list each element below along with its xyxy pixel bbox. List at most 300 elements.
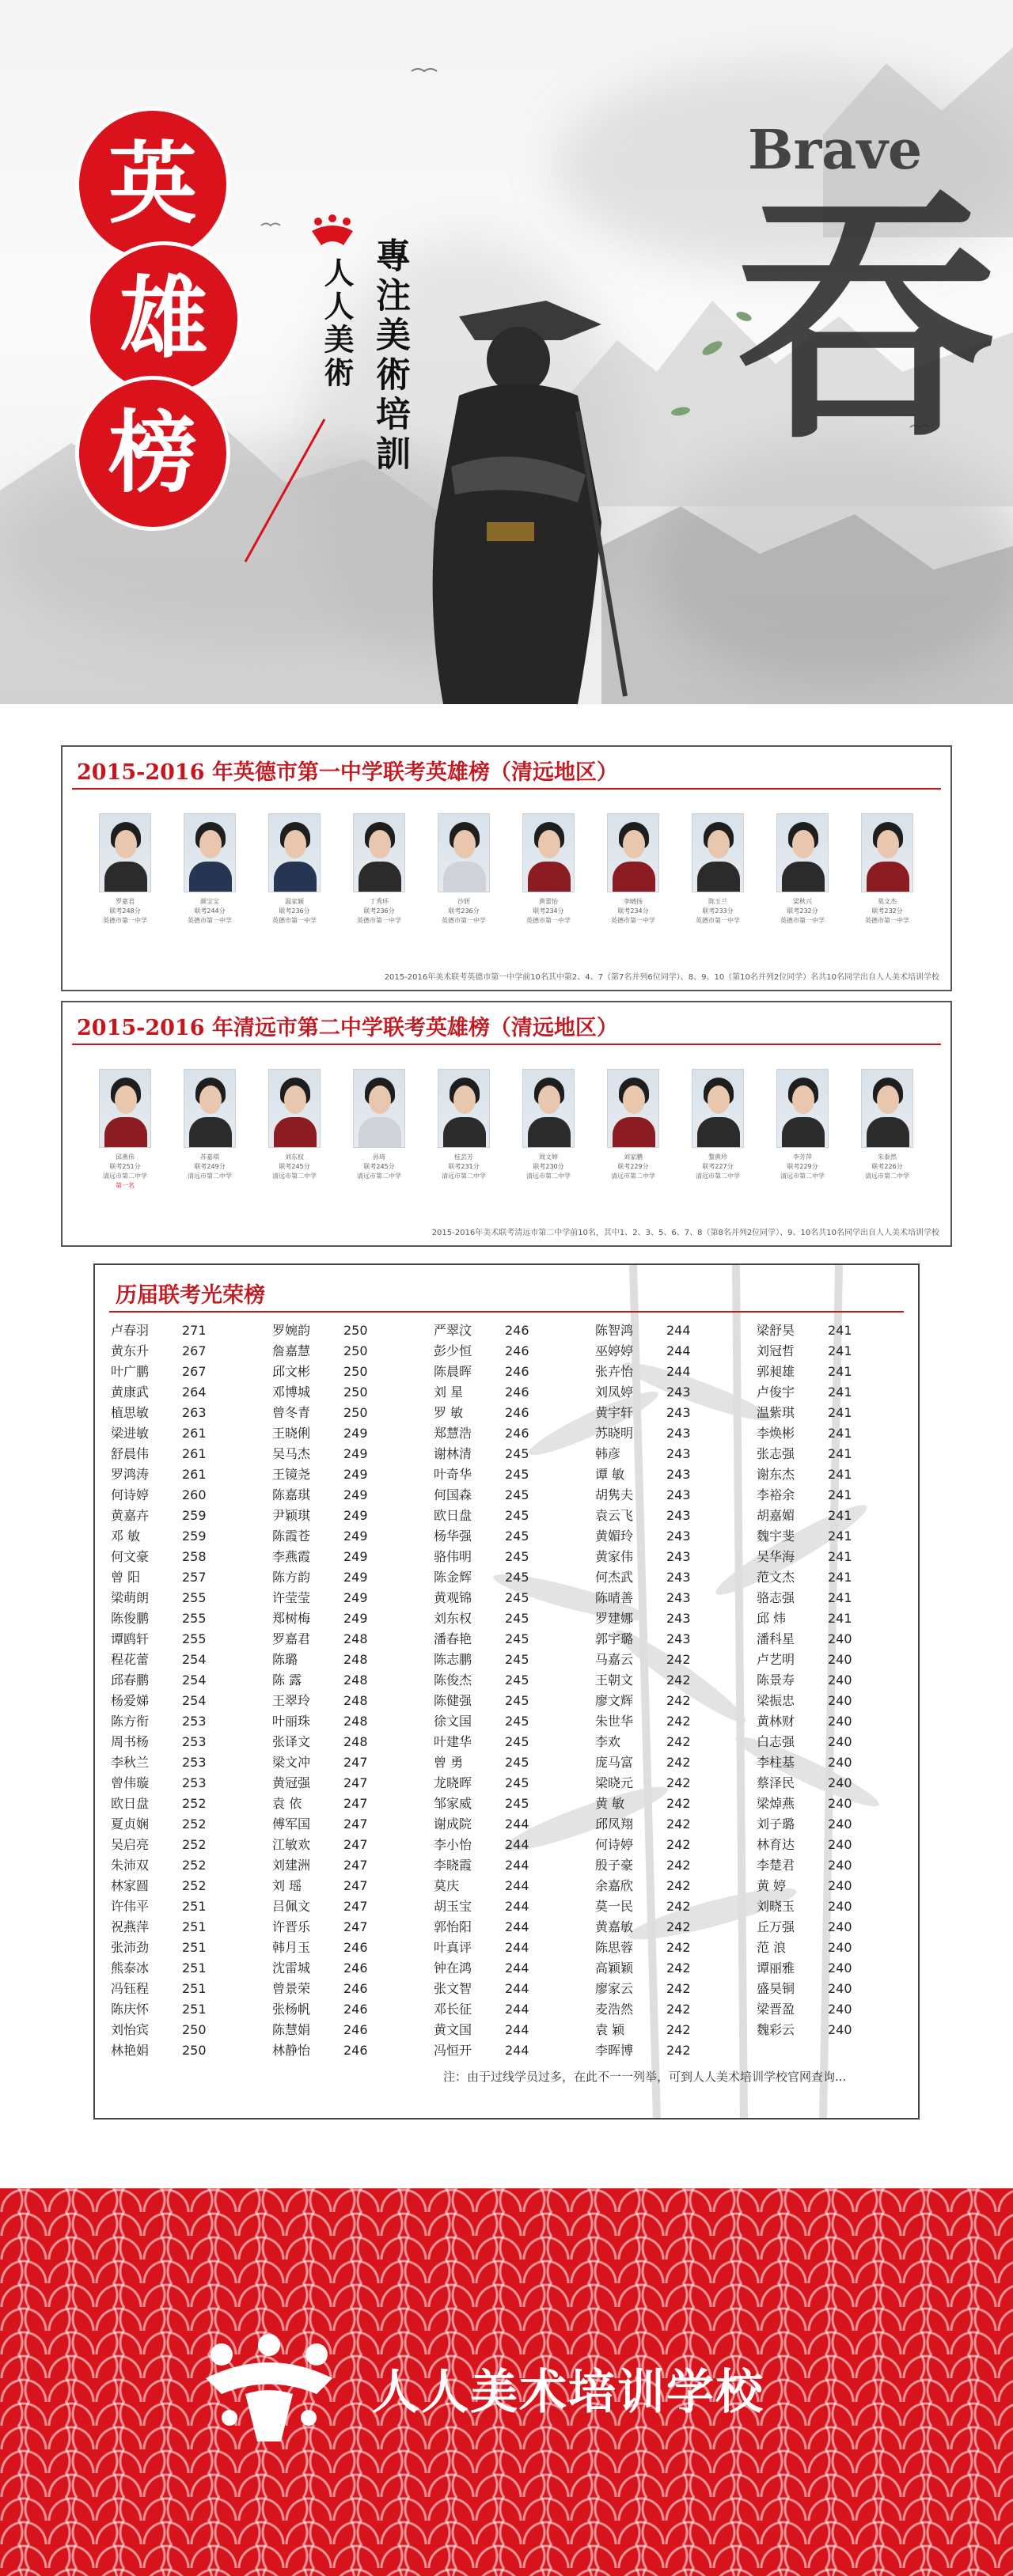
honor-student-name: 袁 颖 [595, 2022, 625, 2037]
honor-row [434, 1320, 595, 1341]
honor-student-score: 264 [182, 1385, 207, 1400]
honor-student-name: 殷子豪 [595, 1858, 634, 1873]
honor-student-name: 邹家威 [434, 1796, 472, 1811]
honor-student-score: 242 [666, 1940, 691, 1955]
honor-student-name: 许莹莹 [272, 1590, 311, 1605]
honor-student-score: 243 [666, 1426, 691, 1441]
honor-row [111, 1506, 272, 1526]
honor-student-name: 王晓俐 [272, 1426, 311, 1441]
honor-student-score: 242 [666, 1734, 691, 1749]
honor-row [434, 1855, 595, 1876]
honor-student-score: 247 [343, 1816, 368, 1832]
honor-student-name: 盛昊铜 [757, 1981, 795, 1996]
honor-student-score: 244 [505, 1960, 529, 1976]
honor-row [757, 1773, 918, 1794]
honor-student-score: 240 [828, 1714, 852, 1729]
honor-row [272, 1670, 434, 1691]
student-score: 联考245分 [363, 1163, 395, 1170]
honor-student-name: 高颖颖 [595, 1960, 634, 1976]
student-name: 梁秋兴 [793, 898, 812, 905]
honor-student-name: 曾冬青 [272, 1405, 311, 1420]
honor-student-score: 247 [343, 1919, 368, 1934]
honor-student-name: 刘怡宾 [111, 2022, 150, 2037]
honor-student-name: 梁振忠 [757, 1693, 795, 1708]
honor-student-name: 许晋乐 [272, 1919, 311, 1934]
hero-banner [0, 0, 1013, 704]
honor-row [111, 1691, 272, 1711]
honor-student-score: 241 [828, 1467, 852, 1482]
honor-row [434, 1341, 595, 1362]
student-school: 英德市第一中学 [696, 917, 740, 924]
honor-student-score: 241 [828, 1611, 852, 1626]
honor-row [111, 1608, 272, 1629]
student-school: 英德市第一中学 [103, 917, 147, 924]
honor-row [272, 1464, 434, 1485]
honor-row [595, 1855, 757, 1876]
honor-row [111, 1320, 272, 1341]
honor-row [434, 1608, 595, 1629]
honor-student-score: 245 [505, 1673, 529, 1688]
honor-row [595, 1567, 757, 1588]
hero-title-char: 英 [79, 111, 226, 258]
honor-student-score: 242 [666, 1796, 691, 1811]
honor-row [272, 1773, 434, 1794]
honor-student-name: 周书杨 [111, 1734, 150, 1749]
honor-student-name: 范 浪 [757, 1940, 787, 1955]
honor-student-score: 251 [182, 1981, 207, 1996]
honor-student-name: 梁焯燕 [757, 1796, 795, 1811]
honor-row [757, 1670, 918, 1691]
honor-student-score: 249 [343, 1590, 368, 1605]
honor-student-score: 240 [828, 1652, 852, 1667]
student-card [437, 813, 491, 926]
student-name: 刘家鹏 [624, 1154, 643, 1161]
honor-student-score: 253 [182, 1775, 207, 1790]
honor-student-name: 白志强 [757, 1734, 795, 1749]
honor-student-name: 黄宇轩 [595, 1405, 634, 1420]
honor-student-score: 240 [828, 1755, 852, 1770]
honor-student-name: 何杰武 [595, 1570, 634, 1585]
honor-student-score: 245 [505, 1652, 529, 1667]
honor-student-score: 241 [828, 1529, 852, 1544]
student-name: 苏嘉琪 [200, 1154, 219, 1161]
honor-row [272, 1650, 434, 1670]
student-name: 黎黄珍 [708, 1154, 727, 1161]
honor-student-name: 陈智鸿 [595, 1323, 634, 1338]
honor-student-score: 240 [828, 1940, 852, 1955]
honor-student-name: 魏宇斐 [757, 1529, 795, 1544]
honor-student-score: 244 [505, 2022, 529, 2037]
student-card [267, 813, 321, 926]
honor-student-score: 244 [666, 1364, 691, 1379]
hero-title-char: 雄 [90, 245, 237, 392]
honor-row [434, 1650, 595, 1670]
honor-student-score: 249 [343, 1487, 368, 1502]
honor-student-score: 242 [666, 1878, 691, 1893]
honor-student-score: 246 [505, 1364, 529, 1379]
honor-student-name: 邓博城 [272, 1385, 311, 1400]
honor-student-score: 240 [828, 1981, 852, 1996]
honor-row [595, 2040, 757, 2061]
honor-row [434, 1403, 595, 1423]
honor-student-score: 248 [343, 1734, 368, 1749]
honor-student-score: 249 [343, 1446, 368, 1461]
honor-student-score: 242 [666, 1837, 691, 1852]
honor-row [272, 1341, 434, 1362]
honor-row [434, 1588, 595, 1608]
honor-student-name: 罗建娜 [595, 1611, 634, 1626]
student-card [352, 1069, 406, 1191]
honor-row [595, 1835, 757, 1855]
honor-student-name: 曾 勇 [434, 1755, 464, 1770]
student-name: 莫文杰 [878, 898, 897, 905]
student-score: 联考234分 [617, 907, 649, 915]
qingyuan-honor-section [61, 1001, 952, 1247]
honor-student-name: 庞马富 [595, 1755, 634, 1770]
honor-row [111, 1670, 272, 1691]
student-photo-row [63, 1045, 950, 1191]
student-school: 英德市第一中学 [865, 917, 909, 924]
honor-row [595, 1403, 757, 1423]
honor-row [434, 1999, 595, 2020]
honor-student-name: 卢俊宇 [757, 1385, 795, 1400]
honor-row [595, 1711, 757, 1732]
honor-student-name: 李秋兰 [111, 1755, 150, 1770]
student-card [606, 1069, 660, 1191]
honor-student-name: 罗鸿涛 [111, 1467, 150, 1482]
honor-student-name: 林静怡 [272, 2043, 311, 2058]
honor-row [111, 1526, 272, 1547]
honor-student-score: 242 [666, 1899, 691, 1914]
student-name: 沙妍 [457, 898, 470, 905]
honor-student-score: 250 [343, 1364, 368, 1379]
honor-student-score: 245 [505, 1590, 529, 1605]
honor-student-score: 242 [666, 1755, 691, 1770]
honor-row [434, 1567, 595, 1588]
honor-row [595, 1485, 757, 1506]
student-photo [353, 1069, 405, 1148]
honor-row [757, 1526, 918, 1547]
student-photo [268, 813, 321, 892]
honor-student-name: 刘冠哲 [757, 1343, 795, 1358]
honor-row [757, 1732, 918, 1752]
student-score: 联考229分 [787, 1163, 818, 1170]
honor-student-score: 241 [828, 1385, 852, 1400]
honor-student-score: 250 [182, 2022, 207, 2037]
honor-student-score: 241 [828, 1323, 852, 1338]
honor-row [272, 2020, 434, 2040]
honor-student-name: 黄嘉敏 [595, 1919, 634, 1934]
honor-student-score: 241 [828, 1343, 852, 1358]
student-photo [99, 1069, 151, 1148]
honor-row [595, 1444, 757, 1464]
student-score: 联考249分 [194, 1163, 226, 1170]
honor-row [757, 1547, 918, 1567]
honor-row [111, 1567, 272, 1588]
honor-student-score: 245 [505, 1693, 529, 1708]
honor-student-score: 244 [666, 1343, 691, 1358]
honor-student-score: 250 [343, 1323, 368, 1338]
honor-student-score: 244 [505, 1919, 529, 1934]
student-school: 清远市第二中学 [611, 1172, 655, 1180]
honor-row [434, 2040, 595, 2061]
student-score: 联考248分 [109, 907, 141, 915]
honor-row [272, 1547, 434, 1567]
honor-student-score: 242 [666, 1775, 691, 1790]
honor-student-score: 249 [343, 1467, 368, 1482]
honor-student-score: 248 [343, 1693, 368, 1708]
honor-row [111, 2020, 272, 2040]
honor-student-name: 朱沛双 [111, 1858, 150, 1873]
honor-student-name: 廖家云 [595, 1981, 634, 1996]
honor-row [434, 1876, 595, 1896]
honor-student-name: 王朝文 [595, 1673, 634, 1688]
honor-student-score: 255 [182, 1631, 207, 1646]
honor-student-name: 何国森 [434, 1487, 472, 1502]
honor-student-name: 陈嘉琪 [272, 1487, 311, 1502]
honor-row [272, 1588, 434, 1608]
honor-student-name: 黄 婷 [757, 1878, 787, 1893]
honor-student-name: 邱文彬 [272, 1364, 311, 1379]
honor-row [272, 1485, 434, 1506]
student-score: 联考251分 [109, 1163, 141, 1170]
honor-student-score: 240 [828, 1775, 852, 1790]
honor-student-name: 邓 敏 [111, 1529, 141, 1544]
honor-student-score: 252 [182, 1878, 207, 1893]
honor-student-name: 林家圆 [111, 1878, 150, 1893]
honor-row [272, 1814, 434, 1835]
honor-student-name: 郭昶雄 [757, 1364, 795, 1379]
honor-student-name: 黄东升 [111, 1343, 150, 1358]
honor-student-score: 241 [828, 1364, 852, 1379]
student-school: 英德市第一中学 [442, 917, 486, 924]
honor-student-name: 邱 炜 [757, 1611, 787, 1626]
honor-student-name: 陈方衔 [111, 1714, 150, 1729]
honor-row [595, 1691, 757, 1711]
honor-row [272, 1691, 434, 1711]
brand-name: 人人美術 [319, 257, 355, 390]
honor-student-name: 罗 敏 [434, 1405, 464, 1420]
honor-student-score: 243 [666, 1611, 691, 1626]
honor-student-name: 严翠汶 [434, 1323, 472, 1338]
honor-student-name: 夏贞娴 [111, 1816, 150, 1832]
honor-student-name: 刘凤婷 [595, 1385, 634, 1400]
student-photo [607, 813, 659, 892]
student-score: 联考229分 [617, 1163, 649, 1170]
honor-row [434, 1691, 595, 1711]
honor-student-score: 246 [505, 1343, 529, 1358]
honor-student-name: 谭 敏 [595, 1467, 625, 1482]
student-card [98, 813, 152, 926]
honor-student-score: 250 [343, 1343, 368, 1358]
honor-row [272, 1794, 434, 1814]
honor-student-name: 莫庆 [434, 1878, 460, 1893]
honor-student-name: 冯钰程 [111, 1981, 150, 1996]
honor-roll [93, 1263, 920, 2120]
honor-student-score: 245 [505, 1796, 529, 1811]
honor-student-name: 林育达 [757, 1837, 795, 1852]
honor-student-score: 249 [343, 1611, 368, 1626]
honor-student-name: 郭怡阳 [434, 1919, 472, 1934]
honor-row [757, 2020, 918, 2040]
honor-student-score: 254 [182, 1673, 207, 1688]
honor-student-score: 245 [505, 1611, 529, 1626]
student-school: 清远市第二中学 [188, 1172, 232, 1180]
honor-student-score: 251 [182, 1899, 207, 1914]
honor-student-score: 245 [505, 1529, 529, 1544]
honor-student-score: 246 [343, 1940, 368, 1955]
honor-student-name: 黄观锦 [434, 1590, 472, 1605]
brand-logo-icon [309, 214, 356, 248]
honor-row [272, 1423, 434, 1444]
honor-student-score: 243 [666, 1570, 691, 1585]
honor-student-name: 梁文冲 [272, 1755, 311, 1770]
honor-student-score: 244 [505, 1878, 529, 1893]
honor-student-name: 程花蕾 [111, 1652, 150, 1667]
student-name: 孙琦 [373, 1154, 385, 1161]
honor-student-name: 谭丽雅 [757, 1960, 795, 1976]
honor-row [272, 1958, 434, 1979]
honor-student-name: 陈晨晖 [434, 1364, 472, 1379]
student-photo [184, 1069, 236, 1148]
honor-student-name: 郑慧浩 [434, 1426, 472, 1441]
honor-student-name: 林艳娟 [111, 2043, 150, 2058]
honor-row [595, 1876, 757, 1896]
honor-student-score: 251 [182, 1960, 207, 1976]
honor-student-name: 李晓霞 [434, 1858, 472, 1873]
student-name: 邱燕伟 [116, 1154, 135, 1161]
honor-student-score: 240 [828, 1858, 852, 1873]
honor-title: 历届联考光荣榜 [116, 1283, 265, 1308]
honor-row [434, 1444, 595, 1464]
honor-row [595, 1526, 757, 1547]
honor-student-name: 莫一民 [595, 1899, 634, 1914]
student-photo [776, 1069, 829, 1148]
honor-student-score: 245 [505, 1734, 529, 1749]
honor-row [111, 1855, 272, 1876]
honor-student-name: 陈庆怀 [111, 2002, 150, 2017]
honor-row [272, 1629, 434, 1650]
honor-student-score: 246 [343, 2043, 368, 2058]
honor-row [111, 1835, 272, 1855]
honor-student-score: 240 [828, 2022, 852, 2037]
student-card [183, 813, 237, 926]
honor-row [595, 1794, 757, 1814]
honor-student-name: 何诗婷 [111, 1487, 150, 1502]
honor-column [434, 1320, 595, 2061]
honor-student-name: 蔡泽民 [757, 1775, 795, 1790]
honor-student-name: 吴启亮 [111, 1837, 150, 1852]
honor-student-name: 刘 瑶 [272, 1878, 302, 1893]
student-score: 联考226分 [871, 1163, 903, 1170]
honor-student-name: 李晖博 [595, 2043, 634, 2058]
honor-student-score: 242 [666, 1960, 691, 1976]
honor-student-score: 246 [343, 1960, 368, 1976]
student-photo [861, 813, 913, 892]
honor-student-name: 罗嘉君 [272, 1631, 311, 1646]
honor-student-name: 王镜尧 [272, 1467, 311, 1482]
honor-row [111, 1382, 272, 1403]
honor-row [595, 1999, 757, 2020]
honor-row [111, 1773, 272, 1794]
honor-row [272, 1382, 434, 1403]
student-school: 英德市第一中学 [188, 917, 232, 924]
honor-row [111, 1732, 272, 1752]
honor-row [434, 1896, 595, 1917]
honor-student-score: 249 [343, 1570, 368, 1585]
honor-student-score: 246 [343, 2002, 368, 2017]
honor-student-score: 250 [343, 1405, 368, 1420]
honor-student-score: 242 [666, 1858, 691, 1873]
honor-student-name: 叶丽珠 [272, 1714, 311, 1729]
honor-student-score: 245 [505, 1467, 529, 1482]
honor-student-score: 247 [343, 1775, 368, 1790]
honor-student-name: 欧日盘 [111, 1796, 150, 1811]
student-name: 黄蕾怡 [539, 898, 558, 905]
student-card [522, 813, 575, 926]
honor-student-name: 李楚君 [757, 1858, 795, 1873]
honor-student-score: 240 [828, 1899, 852, 1914]
honor-student-name: 袁 依 [272, 1796, 302, 1811]
honor-student-score: 244 [505, 1858, 529, 1873]
honor-row [595, 1896, 757, 1917]
honor-student-score: 240 [828, 1960, 852, 1976]
student-photo [438, 813, 490, 892]
honor-row [757, 1320, 918, 1341]
honor-student-name: 李柱基 [757, 1755, 795, 1770]
student-card [860, 1069, 914, 1191]
honor-row [757, 1650, 918, 1670]
honor-row [757, 1896, 918, 1917]
honor-student-name: 陈思蓉 [595, 1940, 634, 1955]
honor-student-name: 刘子璐 [757, 1816, 795, 1832]
honor-student-score: 249 [343, 1508, 368, 1523]
honor-student-name: 陈霞苍 [272, 1529, 311, 1544]
student-school: 英德市第一中学 [780, 917, 825, 924]
honor-student-name: 梁晓元 [595, 1775, 634, 1790]
honor-row [595, 1382, 757, 1403]
honor-student-score: 244 [505, 1981, 529, 1996]
honor-student-name: 龙晓晖 [434, 1775, 472, 1790]
honor-row [434, 1814, 595, 1835]
honor-row [757, 1403, 918, 1423]
honor-student-score: 263 [182, 1405, 207, 1420]
honor-student-name: 李裕余 [757, 1487, 795, 1502]
honor-student-score: 246 [505, 1385, 529, 1400]
student-photo [268, 1069, 321, 1148]
student-school: 清远市第二中学 [103, 1172, 147, 1180]
honor-row [757, 1444, 918, 1464]
brave-label: Brave [748, 119, 923, 182]
honor-student-name: 廖文辉 [595, 1693, 634, 1708]
honor-row [111, 1423, 272, 1444]
honor-student-name: 陈景寿 [757, 1673, 795, 1688]
honor-student-score: 261 [182, 1467, 207, 1482]
honor-row [272, 1855, 434, 1876]
honor-row [111, 1979, 272, 1999]
honor-row [757, 1362, 918, 1382]
honor-row [595, 1938, 757, 1958]
honor-row [272, 1896, 434, 1917]
student-name: 李晴扬 [624, 898, 643, 905]
honor-student-score: 245 [505, 1549, 529, 1564]
honor-row [595, 1732, 757, 1752]
honor-student-name: 黄 敏 [595, 1796, 625, 1811]
student-score: 联考231分 [448, 1163, 480, 1170]
honor-student-name: 梁舒昊 [757, 1323, 795, 1338]
honor-student-name: 卢艺明 [757, 1652, 795, 1667]
honor-student-score: 252 [182, 1816, 207, 1832]
